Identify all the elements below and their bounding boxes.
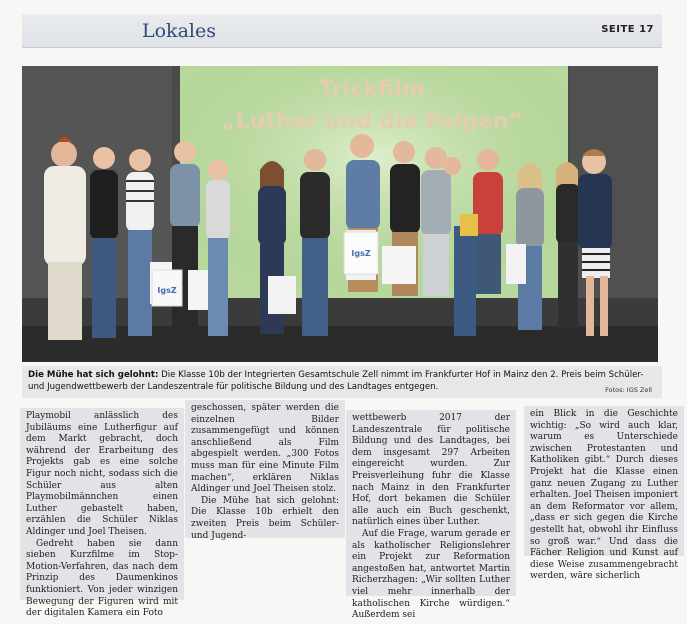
bag-logo: IgsZ (351, 249, 371, 258)
page-number: SEITE 17 (601, 24, 654, 35)
section-title: Lokales (142, 20, 216, 42)
banner-line2: „Luther und die Folgen“ (221, 109, 523, 134)
article-column-3 (346, 410, 516, 621)
article-photo (22, 66, 658, 362)
photo-caption (22, 366, 662, 398)
banner-line1: Trickfilm (319, 77, 425, 102)
section-header (22, 14, 662, 48)
group-photo-illustration (22, 66, 658, 362)
article-column-4 (524, 406, 684, 582)
caption-lead: Die Mühe hat sich gelohnt: (28, 370, 159, 380)
paragraph: Gedreht haben sie dann sieben Kurzfilme im Stop-Motion-Verfahren, das nach dem Prinzip des Daumenkinos funktioniert. Von jeder winzigen Bewegung der Figuren wird mit der digitalen Kamera ein Foto (26, 538, 178, 619)
paragraph: Auf die Frage, warum gerade er als katholischer Religionslehrer ein Projekt zur Reformation angestoßen hat, antwortet Martin Richerzhagen: „Wir sollten Luther viel mehr innerhalb der katholischen Kirche würdigen.“ Außerdem sei (352, 528, 510, 621)
paragraph: geschossen, später werden die einzelnen Bilder zusammengefügt und können anschließend als Film abgespielt werden. „300 Fotos muss man für eine Minute Film machen“, erklären Niklas Aldinger und Joel Theisen stolz. (191, 403, 339, 495)
paragraph: wettbewerb 2017 der Landeszentrale für politische Bildung und des Landtages, bei dem insgesamt 297 Arbeiten eingereicht wurden. Zur Preisverleihung fuhr die Klasse nach Mainz in den Frankfurter Hof, dort bekamen die Schüler alle auch ein Buch geschenkt, natürlich eines über Luther. (352, 413, 510, 528)
bag-logo: IgsZ (157, 286, 177, 295)
article-column-1 (20, 408, 184, 619)
article-column-2 (185, 400, 345, 541)
paragraph: Playmobil anlässlich des Jubiläums eine Lutherfigur auf dem Markt gebracht, doch während der Erarbeitung des Projekts gab es eine solche Figur noch nicht, sodass sich die Schüler aus alten Playmobilmännchen einen Luther gebastelt haben, erzählen die Schüler Niklas Aldinger und Joel Theisen. (26, 411, 178, 537)
caption-text: Die Klasse 10b der Integrierten Gesamtschule Zell nimmt im Frankfurter Hof in Mainz den 2. Preis beim Schüler- und Jugendwettbewerb der Landeszentrale für politische Bildung und des Landtages entgegen. (28, 370, 644, 392)
paragraph: ein Blick in die Geschichte wichtig: „So wird auch klar, warum es Unterschiede zwischen Protestanten und Katholiken gibt.“ Durch dieses Projekt hat die Klasse einen ganz neuen Zugang zu Luther erhalten. Joel Theisen imponiert an dem Reformator vor allem, „dass er sich gegen die Kirche gestellt hat, obwohl ihr Einfluss so groß war.“ Und dass die Fächer Religion und Kunst auf diese Weise zusammengebracht werden, wäre sicherlich (530, 409, 678, 582)
photo-credit: Fotos: IGS Zell (605, 386, 652, 394)
paragraph: Die Mühe hat sich gelohnt: Die Klasse 10b erhielt den zweiten Preis beim Schüler- und Jugend- (191, 495, 339, 541)
